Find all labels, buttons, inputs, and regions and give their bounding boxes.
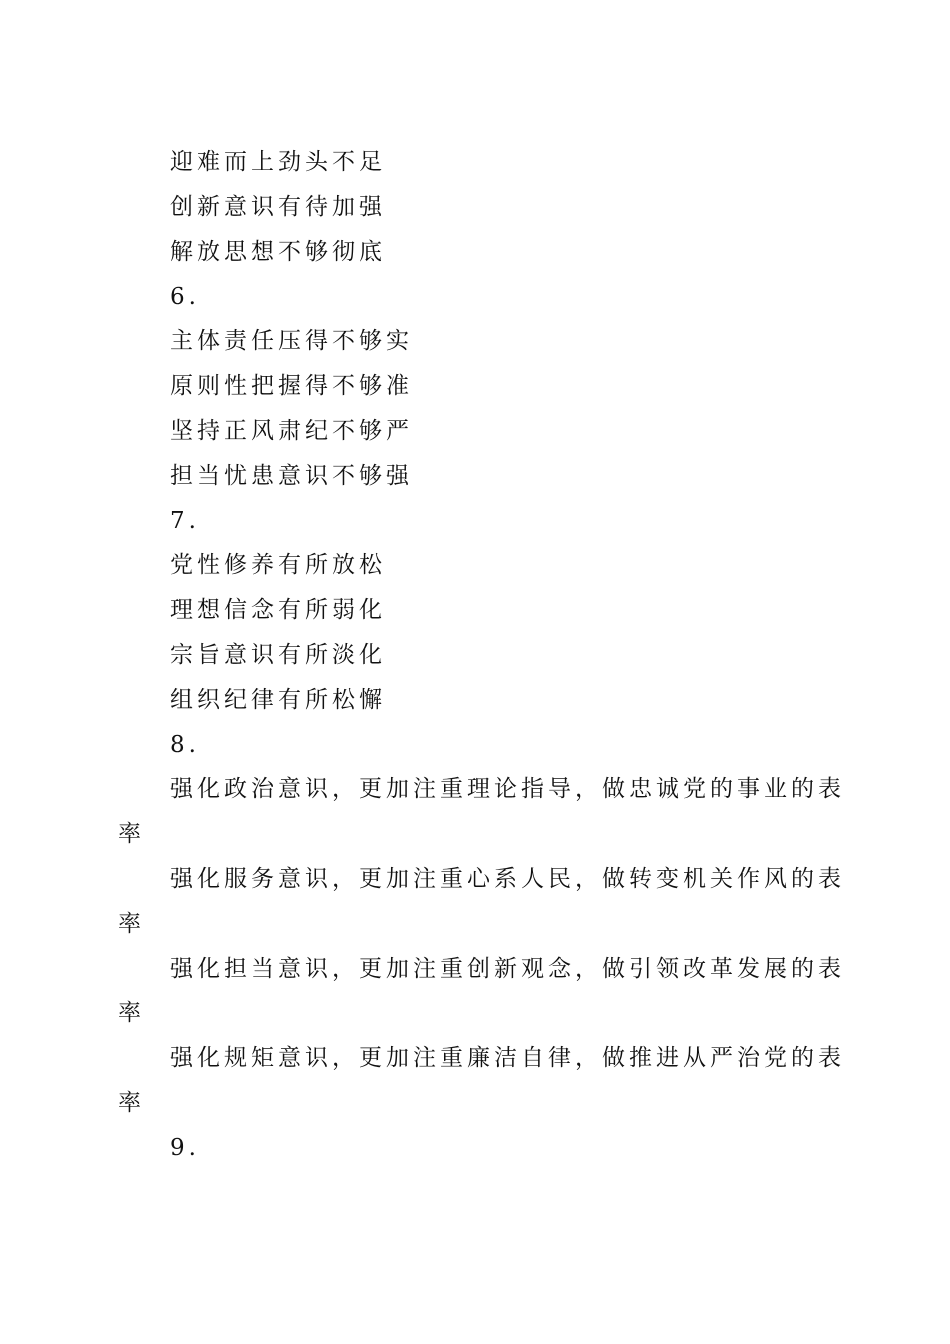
- text-line: 党性修养有所放松: [170, 552, 386, 578]
- text-line-continuation: 率: [118, 1090, 145, 1116]
- text-line: 坚持正风肃纪不够严: [170, 418, 413, 444]
- section-number: 7.: [170, 508, 200, 534]
- text-line: 创新意识有待加强: [170, 194, 386, 220]
- section-number: 8.: [170, 732, 200, 758]
- text-line: 担当忧患意识不够强: [170, 463, 413, 489]
- text-line: 主体责任压得不够实: [170, 328, 413, 354]
- section-number: 9.: [170, 1135, 200, 1161]
- text-line: 宗旨意识有所淡化: [170, 642, 386, 668]
- text-line: 迎难而上劲头不足: [170, 149, 386, 175]
- text-line-continuation: 率: [118, 1000, 145, 1026]
- text-line: 解放思想不够彻底: [170, 239, 386, 265]
- section-number: 6.: [170, 284, 200, 310]
- text-line: 原则性把握得不够准: [170, 373, 413, 399]
- text-line-continuation: 率: [118, 911, 145, 937]
- text-line: 理想信念有所弱化: [170, 597, 386, 623]
- text-line: 强化担当意识，更加注重创新观念，做引领改革发展的表: [170, 956, 845, 982]
- text-line: 强化规矩意识，更加注重廉洁自律，做推进从严治党的表: [170, 1045, 845, 1071]
- text-line-continuation: 率: [118, 821, 145, 847]
- text-line: 组织纪律有所松懈: [170, 687, 386, 713]
- text-line: 强化政治意识，更加注重理论指导，做忠诚党的事业的表: [170, 776, 845, 802]
- text-line: 强化服务意识，更加注重心系人民，做转变机关作风的表: [170, 866, 845, 892]
